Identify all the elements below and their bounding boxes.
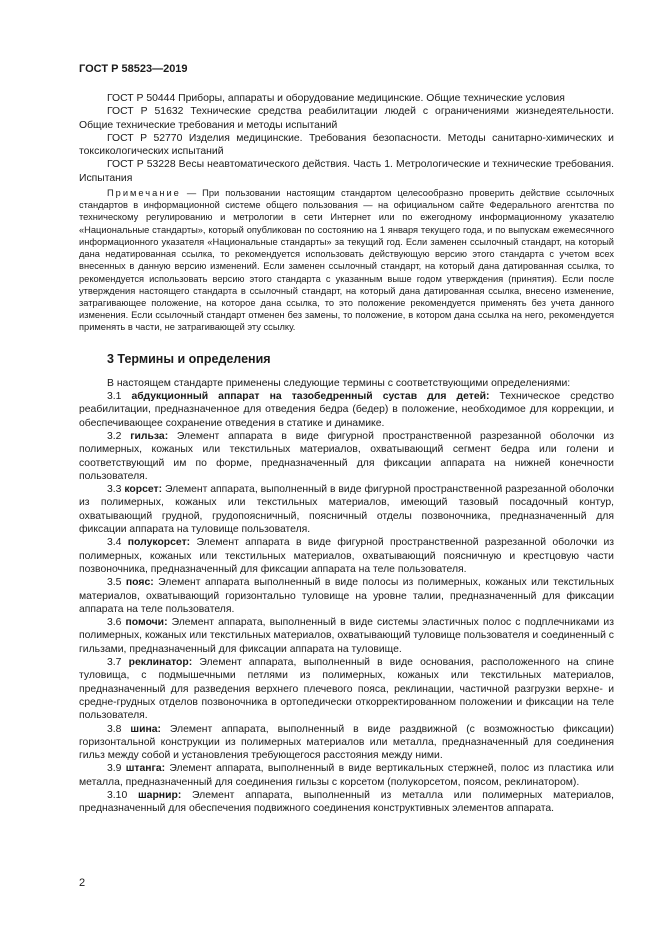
term-name: пояс: bbox=[125, 577, 154, 589]
document-header: ГОСТ Р 58523—2019 bbox=[79, 63, 188, 75]
note-label: Примечание bbox=[107, 188, 181, 199]
term-name: полукорсет: bbox=[127, 537, 191, 549]
term-number: 3.1 bbox=[107, 391, 122, 403]
term-text: Элемент аппарата в виде фигурной пространственной разрезанной оболочки из полимерных, кожаных или текстильных материалов, охватывающий сегмент бедра или голени и соответствующий им по форме, предназначенный для фиксации аппарата на нижней конечности пользователя. bbox=[79, 431, 614, 482]
term-name: шина: bbox=[130, 723, 161, 735]
term-definition bbox=[79, 536, 614, 576]
reference-item: ГОСТ Р 51632 Технические средства реабилитации людей с ограничениями жизнедеятельности. Общие технические требования и методы испытаний bbox=[79, 106, 614, 131]
reference-item: ГОСТ Р 52770 Изделия медицинские. Требования безопасности. Методы санитарно-химических и токсикологических испытаний bbox=[79, 132, 614, 158]
term-name: шарнир: bbox=[138, 790, 182, 802]
term-number: 3.7 bbox=[107, 657, 122, 669]
term-name: корсет: bbox=[124, 484, 163, 496]
term-number: 3.5 bbox=[107, 577, 122, 589]
term-number: 3.3 bbox=[107, 484, 122, 496]
term-text: Элемент аппарата, выполненный в виде основания, расположенного на спине туловища, с подмышечными петлями из полимерных, кожаных или текстильных материалов, предназначенный для разведения верхнего плечевого пояса, реклинации, частичной разгрузки верхне- и средне-грудных отделов позвоночника в ортопедически откорректированном положении и фиксации на теле пользователя. bbox=[79, 657, 615, 722]
term-name: абдукционный аппарат на тазобедренный сустав для детей: bbox=[131, 391, 490, 403]
term-definition bbox=[79, 656, 614, 722]
term-text: Элемент аппарата, выполненный в виде системы эластичных полос с подплечниками из полимерных, кожаных или текстильных материалов, охватывающий туловище пользователя и соединенный с гильзами, предназначенный для фиксации аппарата на туловище. bbox=[79, 617, 614, 655]
term-number: 3.8 bbox=[107, 723, 122, 735]
note-text: — При пользовании настоящим стандартом целесообразно проверить действие ссылочных стандартов в информационной системе общего пользования — на официальном сайте Федерального агентства по техническому регулированию и метрологии в сети Интернет или по ежегодному информационному указателю «Национальные стандарты», который опубликован по состоянию на 1 января текущего года, и по выпускам ежемесячного информационного указателя «Национальные стандарты» за текущий год. Если заменен ссылочный стандарт, на который дана недатированная ссылка, то рекомендуется использовать действующую версию этого стандарта с учетом всех внесенных в данную версию изменений. Если заменен ссылочный стандарт, на который дана датированная ссылка, то рекомендуется использовать версию этого стандарта с указанным выше годом утверждения (принятия). Если после утверждения настоящего стандарта в ссылочный стандарт, на который дана датированная ссылка, внесено изменение, затрагивающее положение, на которое дана ссылка, то это положение рекомендуется применять без учета данного изменения. Если ссылочный стандарт отменен без замены, то положение, в котором дана ссылка на него, рекомендуется применять в части, не затрагивающей эту ссылку. bbox=[79, 188, 614, 333]
note-paragraph bbox=[79, 187, 614, 333]
term-definition bbox=[79, 723, 614, 763]
term-text: Техническое средство реабилитации, предназначенное для отведения бедра (бедер) в положение, необходимое для коррекции, и обеспечивающее сохранение отведения в статике и динамике. bbox=[79, 391, 614, 429]
term-text: Элемент аппарата, выполненный в виде вертикальных стержней, полос из пластика или металла, предназначенный для соединения гильзы с корсетом (полукорсетом, поясом, реклинатором). bbox=[79, 763, 614, 788]
term-text: Элемент аппарата в виде фигурной пространственной разрезанной оболочки из полимерных, кожаных или текстильных материалов, охватывающий поясничную и крестцовую части позвоночника, предназначенный для фиксации аппарата на теле пользователя. bbox=[79, 537, 615, 575]
term-number: 3.4 bbox=[107, 537, 122, 549]
term-definition bbox=[79, 789, 614, 816]
section-heading: 3 Термины и определения bbox=[107, 351, 271, 366]
term-definition bbox=[79, 762, 614, 789]
reference-item: ГОСТ Р 50444 Приборы, аппараты и оборудование медицинские. Общие технические условия bbox=[107, 93, 565, 104]
term-text: Элемент аппарата, выполненный из металла или полимерных материалов, предназначенный для обеспечения подвижного соединения конструктивных элементов аппарата. bbox=[79, 790, 614, 815]
term-text: Элемент аппарата, выполненный в виде раздвижной (с возможностью фиксации) горизонтальной конструкции из полимерных материалов или металла, предназначенный для соединения гильз между собой и установления требующегося расстояния между ними. bbox=[79, 723, 615, 762]
term-name: гильза: bbox=[130, 431, 169, 442]
term-text: Элемент аппарата, выполненный в виде фигурной пространственной разрезанной оболочки из полимерных, кожаных или текстильных материалов, имеющий тазовый посадочный контур, охватывающий грудной, грудопоясничный, поясничный отделы позвоночника, предназначенный для фиксации аппарата на туловище пользователя. bbox=[79, 484, 615, 536]
term-name: помочи: bbox=[125, 617, 168, 629]
term-number: 3.10 bbox=[107, 790, 128, 802]
section-intro: В настоящем стандарте применены следующие термины с соответствующими определениями: bbox=[107, 377, 571, 389]
term-number: 3.6 bbox=[107, 617, 122, 629]
term-text: Элемент аппарата выполненный в виде полосы из полимерных, кожаных или текстильных материалов, охватывающий горизонтально туловище на уровне талии, предназначенный для фиксации аппарата на теле пользователя. bbox=[79, 577, 614, 615]
term-definition bbox=[79, 576, 614, 616]
term-definition bbox=[79, 483, 614, 536]
term-number: 3.9 bbox=[107, 763, 122, 775]
term-definition bbox=[79, 616, 614, 656]
term-definition bbox=[79, 390, 614, 430]
term-definition bbox=[79, 430, 614, 483]
term-name: реклинатор: bbox=[128, 657, 193, 669]
page-number: 2 bbox=[79, 877, 86, 889]
reference-item: ГОСТ Р 53228 Весы неавтоматического действия. Часть 1. Метрологические и технические требования. Испытания bbox=[79, 159, 614, 184]
term-number: 3.2 bbox=[107, 431, 122, 442]
term-name: штанга: bbox=[125, 763, 166, 775]
page-body bbox=[79, 92, 614, 816]
